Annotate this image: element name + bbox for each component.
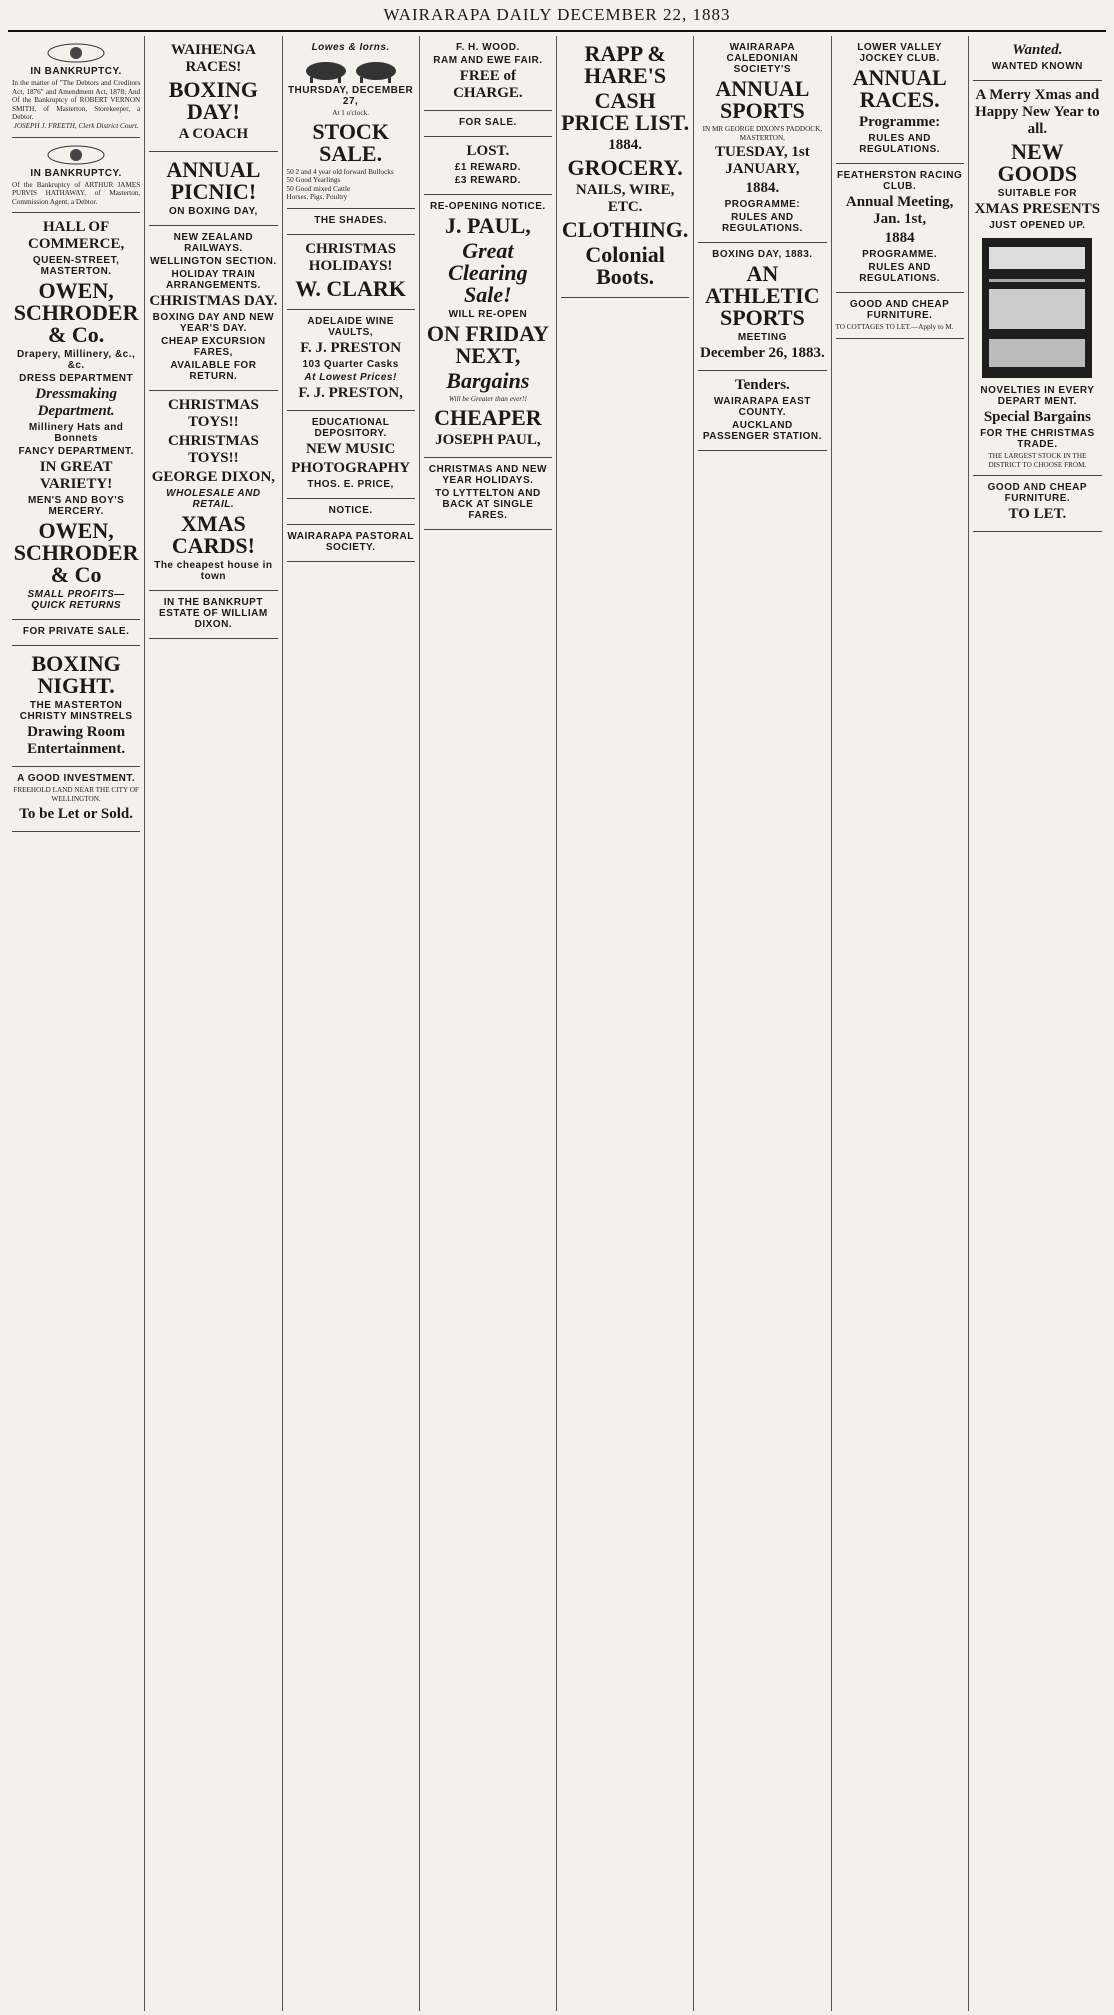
christmas-holidays-heading: CHRISTMAS HOLIDAYS! — [305, 240, 397, 274]
available-return: AVAILABLE FOR RETURN. — [170, 360, 257, 382]
rules-heading: RULES AND REGULATIONS. — [859, 133, 941, 155]
pastoral-heading: WAIRARAPA PASTORAL SOCIETY. — [287, 530, 414, 553]
column-3 — [283, 36, 420, 2011]
lost-ad — [424, 137, 552, 195]
small-profits: SMALL PROFITS—QUICK RETURNS — [27, 589, 125, 612]
reopening-ad — [424, 195, 552, 458]
column-6 — [694, 36, 831, 2011]
cash-price-heading: CASH PRICE LIST. — [561, 88, 690, 135]
great-clearing-heading: Great Clearing Sale! — [448, 238, 528, 307]
paddock-line: IN MR GEORGE DIXON'S PADDOCK, MASTERTON, — [702, 125, 823, 142]
christmas-toys-heading: CHRISTMAS TOYS!! — [167, 397, 259, 430]
hall-of-commerce: HALL OF COMMERCE, — [28, 219, 125, 253]
merry-xmas-ad — [973, 81, 1102, 476]
lower-valley-heading: LOWER VALLEY JOCKEY CLUB. — [857, 42, 942, 64]
greater-than-ever: Will be Greater than ever!! — [448, 395, 527, 403]
quarter-casks: 103 Quarter Casks — [302, 358, 399, 370]
lost-heading: LOST. — [466, 143, 510, 159]
column-2 — [145, 36, 282, 2011]
waihenga-races-ad — [149, 36, 277, 152]
wanted-heading: Wanted. — [1012, 42, 1063, 58]
for-sale-ad — [424, 111, 552, 137]
livestock-illustration-icon — [296, 55, 406, 83]
new-goods-heading: NEW GOODS — [997, 139, 1078, 186]
pastoral-society-ad — [287, 525, 415, 562]
annual-picnic-ad — [149, 152, 277, 226]
engraved-logo-icon — [977, 233, 1097, 383]
nails-heading: NAILS, WIRE, ETC. — [575, 182, 675, 215]
column-5 — [557, 36, 694, 2011]
bankruptcy-text: In the matter of "The Debtors and Creditors Act, 1876" and Amendment Act, 1878; And Of the Bankruptcy of ROBERT VERNON SMITH, of Masterton, Storekeeper, a Debtor. — [12, 79, 141, 122]
educational-ad — [287, 411, 415, 499]
will-reopen: WILL RE-OPEN — [448, 309, 528, 320]
coat-of-arms-icon — [41, 144, 111, 166]
railways-ad — [149, 226, 277, 391]
suitable-for: SUITABLE FOR — [997, 188, 1077, 199]
investment-ad — [12, 767, 140, 831]
bankruptcy-notice-2 — [12, 138, 140, 214]
w-clark-heading: W. CLARK — [295, 275, 406, 301]
educational-heading: EDUCATIONAL DEPOSITORY. — [311, 416, 390, 439]
boxing-new-year-heading: BOXING DAY AND NEW YEAR'S DAY. — [152, 312, 275, 334]
mens-mercery-heading: MEN'S AND BOY'S MERCERY. — [27, 495, 125, 518]
drapery-heading: Drapery, Millinery, &c., &c. — [16, 349, 136, 372]
ram-ewe-fair: RAM AND EWE FAIR. — [433, 55, 543, 66]
grocery-heading: GROCERY. — [567, 155, 683, 180]
investment-heading: A GOOD INVESTMENT. — [17, 773, 136, 785]
fh-wood-ad — [424, 36, 552, 111]
preston-heading: F. J. PRESTON — [300, 339, 402, 356]
bargains-heading: Bargains — [446, 368, 530, 393]
for-sale-heading: FOR SALE. — [458, 117, 517, 128]
freehold-heading: FREEHOLD LAND NEAR THE CITY OF WELLINGTON. — [13, 786, 139, 803]
largest-stock: THE LARGEST STOCK IN THE DISTRICT TO CHOOSE FROM. — [988, 452, 1087, 469]
programme-2-heading: PROGRAMME. — [862, 249, 938, 260]
sale-date: THURSDAY, DECEMBER 27, — [287, 85, 414, 107]
column-7 — [832, 36, 969, 2011]
masthead-title: WAIRARAPA DAILY DECEMBER 22, 1883 — [383, 5, 731, 24]
athletic-sports-ad — [698, 243, 826, 371]
rules-2-heading: RULES AND REGULATIONS. — [859, 262, 941, 284]
december-date: December 26, 1883. — [700, 345, 825, 362]
wellington-section: WELLINGTON SECTION. — [150, 256, 277, 267]
owen-schroder-footer: OWEN, SCHRODER & Co — [13, 518, 139, 588]
joseph-paul-footer: JOSEPH PAUL, — [435, 431, 541, 448]
featherston-ad — [836, 164, 964, 293]
dress-department: DRESS DEPARTMENT — [19, 373, 134, 385]
drawing-room-heading: Drawing Room Entertainment. — [27, 724, 126, 758]
annual-picnic-heading: ANNUAL PICNIC! — [166, 157, 261, 204]
sports-year: 1884. — [745, 180, 780, 197]
boxing-night-ad — [12, 646, 140, 767]
stock-sale-heading: STOCK SALE. — [312, 118, 389, 166]
rapp-hare-heading: RAPP & HARE'S — [584, 41, 667, 88]
novelties: NOVELTIES IN EVERY DEPART MENT. — [980, 385, 1095, 407]
paul-heading: J. PAUL, — [444, 213, 531, 238]
photography-heading: PHOTOGRAPHY — [291, 459, 411, 476]
sale-time: At 1 o'clock. — [332, 109, 369, 117]
good-cheap-furniture-2: GOOD AND CHEAP FURNITURE. — [987, 482, 1088, 505]
adelaide-wine-ad — [287, 310, 415, 411]
bankruptcy-heading: IN BANKRUPTCY. — [30, 66, 122, 77]
stock-item-4: Horses, Pigs, Poultry — [286, 193, 348, 202]
cheaper-heading: CHEAPER — [434, 404, 542, 430]
caledonian-heading: WAIRARAPA CALEDONIAN SOCIETY'S — [726, 42, 799, 75]
featherston-heading: FEATHERSTON RACING CLUB. — [836, 170, 963, 192]
xmas-cards-heading: XMAS CARDS! — [171, 511, 255, 558]
tenders-heading: Tenders. — [734, 377, 790, 394]
to-let-heading: To be Let or Sold. — [19, 805, 134, 822]
holidays-ad — [424, 458, 552, 530]
on-boxing-day: ON BOXING DAY, — [168, 206, 258, 217]
special-bargains: Special Bargains — [983, 409, 1091, 425]
reward-1: £1 REWARD. — [454, 162, 521, 173]
millinery-heading: Millinery Hats and Bonnets — [28, 422, 124, 445]
wholesale-retail: WHOLESALE AND RETAIL. — [166, 488, 261, 510]
furniture-ad — [836, 293, 964, 339]
bankrupt-estate-ad — [149, 591, 277, 639]
xmas-presents: XMAS PRESENTS — [974, 201, 1101, 217]
lyttelton-heading: TO LYTTELTON AND BACK AT SINGLE FARES. — [435, 487, 541, 521]
reward-2: £3 REWARD. — [454, 175, 521, 186]
notice-ad — [287, 499, 415, 525]
lowest-prices: At Lowest Prices! — [304, 371, 397, 383]
stock-item-2: 50 Good Yearlings — [286, 176, 341, 185]
furniture-ad-2 — [973, 476, 1102, 532]
bankrupt-estate-heading: IN THE BANKRUPT ESTATE OF WILLIAM DIXON. — [159, 597, 268, 630]
cheap-fares-heading: CHEAP EXCURSION FARES, — [161, 336, 266, 358]
adelaide-heading: ADELAIDE WINE VAULTS, — [307, 315, 394, 338]
column-1 — [8, 36, 145, 2011]
bankruptcy-heading: IN BANKRUPTCY. — [30, 167, 122, 179]
athletic-sports-heading: AN ATHLETIC SPORTS — [705, 261, 820, 331]
price-heading: THOS. E. PRICE, — [307, 478, 394, 490]
annual-meeting-year: 1884 — [884, 230, 915, 246]
owen-schroder-title: OWEN, SCHRODER & Co. — [13, 278, 139, 348]
to-let-heading-2: TO LET. — [1008, 506, 1067, 523]
stock-item-1: 50 2 and 4 year old forward Bullocks — [286, 167, 394, 176]
fancy-heading: FANCY DEPARTMENT. — [18, 446, 134, 458]
tuesday-heading: TUESDAY, 1st JANUARY, — [714, 144, 810, 178]
just-opened: JUST OPENED UP. — [989, 220, 1086, 231]
stock-item-3: 50 Good mixed Cattle — [286, 184, 351, 193]
christmas-new-year-heading: CHRISTMAS AND NEW YEAR HOLIDAYS. — [428, 463, 547, 486]
rules-heading: RULES AND REGULATIONS. — [721, 212, 803, 235]
masthead — [8, 0, 1106, 32]
railways-heading: NEW ZEALAND RAILWAYS. — [173, 232, 254, 254]
w-clark-ad — [287, 235, 415, 310]
auckland-station: AUCKLAND PASSENGER STATION. — [702, 420, 822, 443]
bankruptcy-notice-1 — [12, 36, 140, 138]
annual-meeting-heading: Annual Meeting, Jan. 1st, — [845, 194, 954, 227]
annual-races-heading: ANNUAL RACES. — [852, 65, 947, 112]
shades-heading: THE SHADES. — [314, 214, 387, 226]
tenders-ad — [698, 371, 826, 451]
column-8 — [969, 36, 1106, 2011]
boxing-day-heading: BOXING DAY! — [168, 77, 258, 124]
coach-heading: A COACH — [178, 126, 249, 142]
wanted-ad — [973, 36, 1102, 81]
christmas-trade: FOR THE CHRISTMAS TRADE. — [980, 428, 1095, 450]
newspaper-page — [8, 36, 1106, 2011]
friday-next: ON FRIDAY NEXT, — [426, 321, 549, 368]
fh-wood-heading: F. H. WOOD. — [455, 42, 520, 53]
christy-minstrels: THE MASTERTON CHRISTY MINSTRELS — [19, 700, 133, 723]
programme-heading: Programme: — [858, 114, 941, 130]
george-dixon-heading: GEORGE DIXON, — [151, 469, 276, 485]
annual-sports-heading: ANNUAL SPORTS — [715, 76, 810, 123]
column-4 — [420, 36, 557, 2011]
variety-heading: IN GREAT VARIETY! — [39, 459, 113, 493]
holiday-train-heading: HOLIDAY TRAIN ARRANGEMENTS. — [165, 269, 261, 291]
good-cheap-furniture: GOOD AND CHEAP FURNITURE. — [849, 299, 950, 321]
meeting-heading: MEETING — [737, 332, 787, 344]
wanted-known-heading: WANTED KNOWN — [991, 61, 1083, 72]
hall-address: QUEEN-STREET, MASTERTON. — [32, 255, 120, 278]
private-sale-ad — [12, 620, 140, 646]
waihenga-heading: WAIHENGA RACES! — [170, 42, 256, 75]
price-list-year: 1884. — [608, 137, 642, 153]
lower-valley-ad — [836, 36, 964, 164]
lowes-iorns-heading: Lowes & Iorns. — [311, 42, 390, 53]
merry-xmas-heading: A Merry Xmas and Happy New Year to all. — [975, 87, 1100, 137]
free-charge-heading: FREE of CHARGE. — [453, 68, 523, 101]
colonial-boots-heading: Colonial Boots. — [585, 242, 665, 289]
bankruptcy-signature: JOSEPH J. FREETH, Clerk District Court. — [13, 121, 139, 130]
cottages-to-let: TO COTTAGES TO LET.—Apply to M. — [835, 323, 954, 331]
boxing-night-heading: BOXING NIGHT. — [31, 651, 121, 699]
programme-heading: PROGRAMME: — [724, 199, 801, 211]
dressmaking-heading: Dressmaking Department. — [35, 386, 117, 420]
boxing-day-1883: BOXING DAY, 1883. — [712, 249, 813, 261]
notice-heading: NOTICE. — [328, 504, 373, 516]
christmas-toys-ad — [149, 391, 277, 591]
private-sale-heading: FOR PRIVATE SALE. — [22, 626, 130, 638]
lowes-iorns-ad — [287, 36, 415, 209]
reopening-heading: RE-OPENING NOTICE. — [430, 201, 546, 212]
new-music-heading: NEW MUSIC — [305, 440, 396, 457]
christmas-day-heading: CHRISTMAS DAY. — [149, 293, 278, 309]
cheapest-house: The cheapest house in town — [154, 560, 273, 582]
east-county: WAIRARAPA EAST COUNTY. — [713, 396, 811, 419]
bankruptcy-text: Of the Bankruptcy of ARTHUR JAMES PURVIS HATHAWAY, of Masterton, Commission Agent, a Debtor. — [12, 180, 141, 206]
caledonian-sports-ad — [698, 36, 826, 243]
shades-ad — [287, 209, 415, 235]
rapp-hare-ad — [561, 36, 689, 298]
preston-footer: F. J. PRESTON, — [298, 384, 403, 401]
coat-of-arms-icon — [41, 42, 111, 64]
clothing-heading: CLOTHING. — [561, 217, 689, 242]
christmas-toys-heading-2: CHRISTMAS TOYS!! — [167, 433, 259, 466]
owen-schroder-ad — [12, 213, 140, 620]
